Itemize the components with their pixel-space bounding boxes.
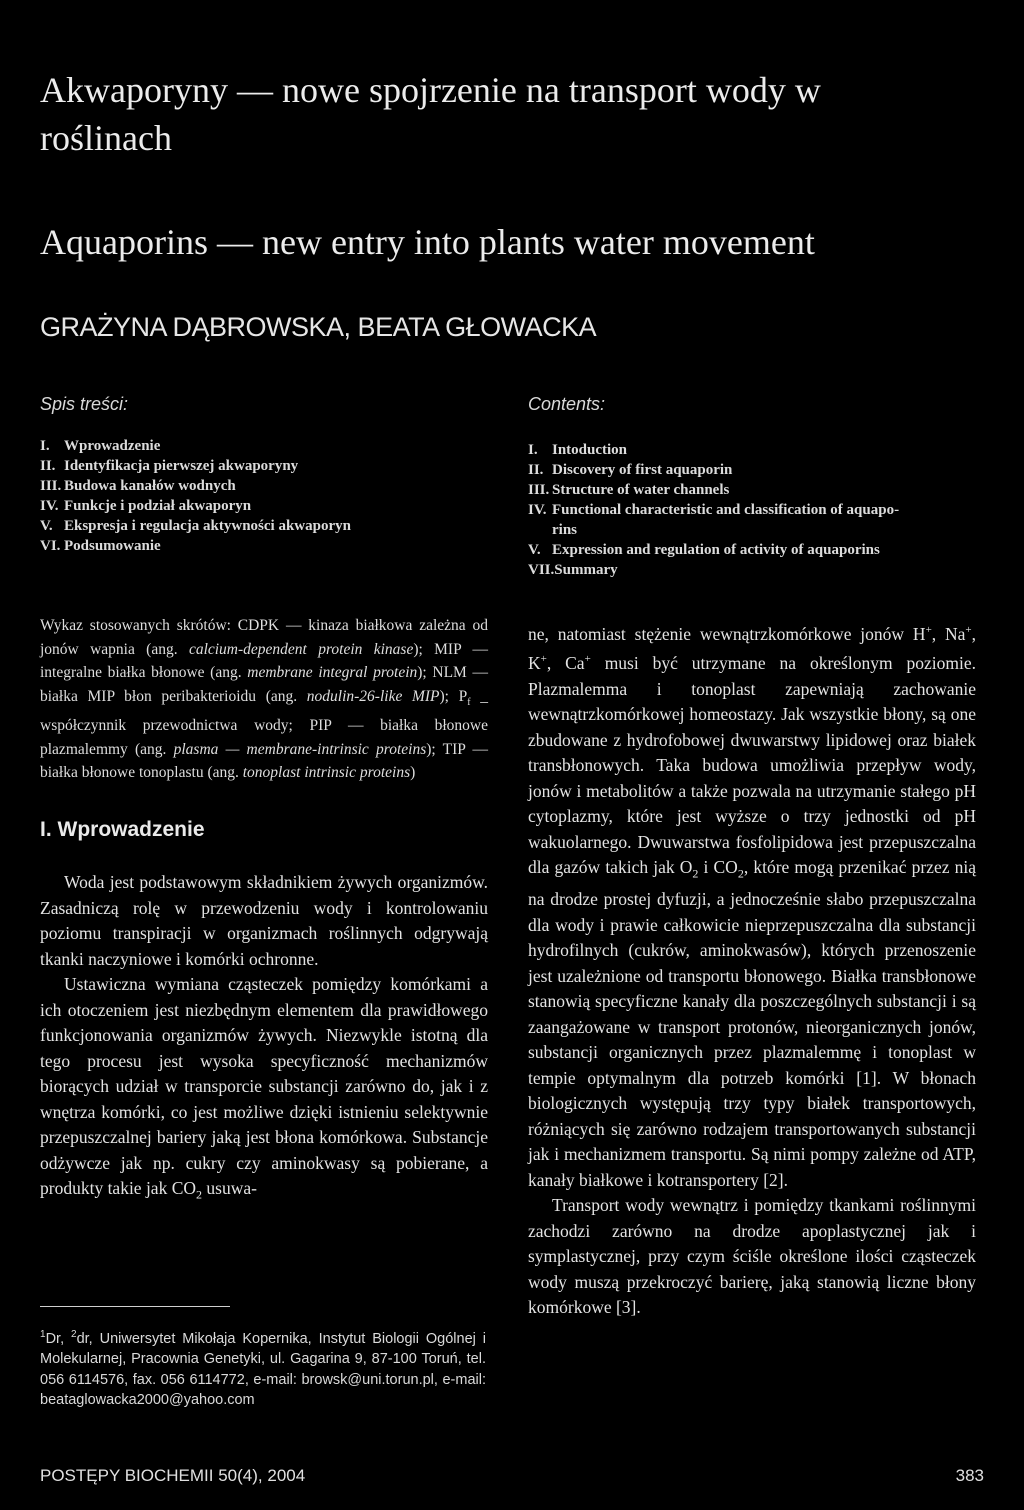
title-english: Aquaporins — new entry into plants water movement [40, 222, 815, 262]
toc-en-item: III. Structure of water channels [528, 482, 730, 498]
abbreviations: Wykaz stosowanych skrótów: CDPK — kinaza białkowa zależna od jonów wapnia (ang. calcium-dependent protein kinase); MIP — integralne białka błonowe (ang. membrane integral protein); NLM — białka MIP błon peribakterioidu (ang. nodulin-26-like MIP); $P_f$ _ współczynnik przewodnictwa wody; PIP — białka błonowe plazmalemmy (ang. plasma — membrane-intrinsic proteins); TIP — białka błonowe tonoplastu (ang. tonoplast intrinsic proteins) [40, 617, 489, 782]
journal-footer: POSTĘPY BIOCHEMII 50(4), 2004 [40, 1466, 306, 1485]
toc-en-heading: Contents: [528, 394, 606, 414]
paragraph: ne, natomiast stężenie wewnątrzkomórkowe jonów H+, Na+, K+, Ca+ musi być utrzymane na określonym poziomie. Plazmalemma i tonoplast zapewniają zachowanie wewnątrzkomórkowej homeostazy. Jak wszystkie błony, są one zbudowane z hydrofobowej dwuwarstwy lipidowej oraz białek transbłonowych. Taka budowa umożliwia przepływ wody, jonów i metabolitów a także pozwala na utrzymanie stałego pH cytoplazmy, które jest wyższe o trzy jednostki od pH wakuolarnego. Dwuwarstwa fosfolipidowa jest przepuszczalna dla gazów takich jak $O_2$ i $CO_2$, które mogą przenikać przez nią na drodze prostej dyfuzji, a jednocześnie słabo przepuszczalna dla wody i prawie całkowicie nieprzepuszczalna dla substancji hydrofilnych (cukrów, aminokwasów), których przenoszenie jest uzależnione od transportu błonowego. Białka transbłonowe stanowią specyficzne kanały dla poszczególnych substancji i są zaangażowane w transport protonów, nieorganicznych jonów, substancji organicznych przez plazmalemmę i tonoplast w tempie optymalnym dla potrzeb komórki [1]. W błonach biologicznych występują trzy typy białek transportowych, różniących się zarówno rodzajem transportowanych substancji jak i mechanizmem transportu. Są nimi pompy zależne od ATP, kanały białkowe i kotransportery [2]. [528, 623, 977, 1190]
toc-pl-item: I. Wprowadzenie [40, 438, 161, 454]
footnote: $^1$Dr, $^2$dr, Uniwersytet Mikołaja Kopernika, Instytut Biologii Ogólnej i Molekularnej, Pracownia Genetyki, ul. Gagarina 9, 87-100 Toruń, tel. 056 6114576, fax. 056 6114772, e-mail: browsk@uni.torun.pl, e-mail: beataglowacka2000@yahoo.com [40, 1329, 487, 1409]
page-number: 383 [955, 1466, 984, 1485]
toc-en-item: I. Intoduction [528, 442, 628, 458]
footnote-rule [40, 1306, 230, 1307]
toc-en-item: VII.Summary [528, 562, 618, 578]
toc-en-item: II. Discovery of first aquaporin [528, 462, 733, 478]
section-heading: I. Wprowadzenie [40, 818, 205, 841]
right-column [528, 618, 976, 1321]
toc-pl-list [40, 436, 351, 556]
toc-pl-item: II. Identyfikacja pierwszej akwaporyny [40, 458, 299, 474]
authors: GRAŻYNA DĄBROWSKA, BEATA GŁOWACKA [40, 312, 597, 342]
left-column [40, 870, 488, 1208]
paragraph: Ustawiczna wymiana cząsteczek pomiędzy komórkami a ich otoczeniem jest niezbędnym elementem dla prawidłowego funkcjonowania organizmów żywych. Niezwykle istotną dla tego procesu jest wysoka specyficzność mechanizmów biorących udział w transporcie substancji zarówno do, jak i z wnętrza komórki, co jest możliwe dzięki istnieniu selektywnie przepuszczalnej bariery jaką jest błona komórkowa. Substancje odżywcze jak np. cukry czy aminokwasy są pobierane, a produkty takie jak $CO_2$ usuwa- [40, 974, 488, 1202]
toc-pl-item: V. Ekspresja i regulacja aktywności akwaporyn [40, 518, 351, 534]
toc-en-item: V. Expression and regulation of activity of aquaporins [528, 542, 880, 558]
paragraph: Woda jest podstawowym składnikiem żywych organizmów. Zasadniczą rolę w przewodzeniu wody i kontrolowaniu poziomu transpiracji w organizmach roślinnych odgrywają tkanki naczyniowe i komórki ochronne. [40, 872, 488, 969]
title-polish-line2: roślinach [40, 118, 172, 158]
title-polish-line1: Akwaporyny — nowe spojrzenie na transport wody w [40, 70, 821, 110]
toc-en-item: IV. Functional characteristic and classification of aquapo- [528, 502, 900, 518]
paragraph: Transport wody wewnątrz i pomiędzy tkankami roślinnymi zachodzi zarówno na drodze apoplastycznej jak i symplastycznej, przy czym ściśle określone ilości cząsteczek wody muszą przekroczyć barierę, jaką stanowią liczne błony komórkowe [3]. [528, 1195, 976, 1318]
toc-pl-item: IV. Funkcje i podział akwaporyn [40, 498, 252, 514]
toc-en-list [528, 440, 899, 580]
toc-pl-item: VI. Podsumowanie [40, 538, 161, 554]
toc-pl-heading: Spis treści: [40, 394, 129, 414]
toc-pl-item: III. Budowa kanałów wodnych [40, 478, 236, 494]
toc-en-item: rins [552, 522, 578, 538]
